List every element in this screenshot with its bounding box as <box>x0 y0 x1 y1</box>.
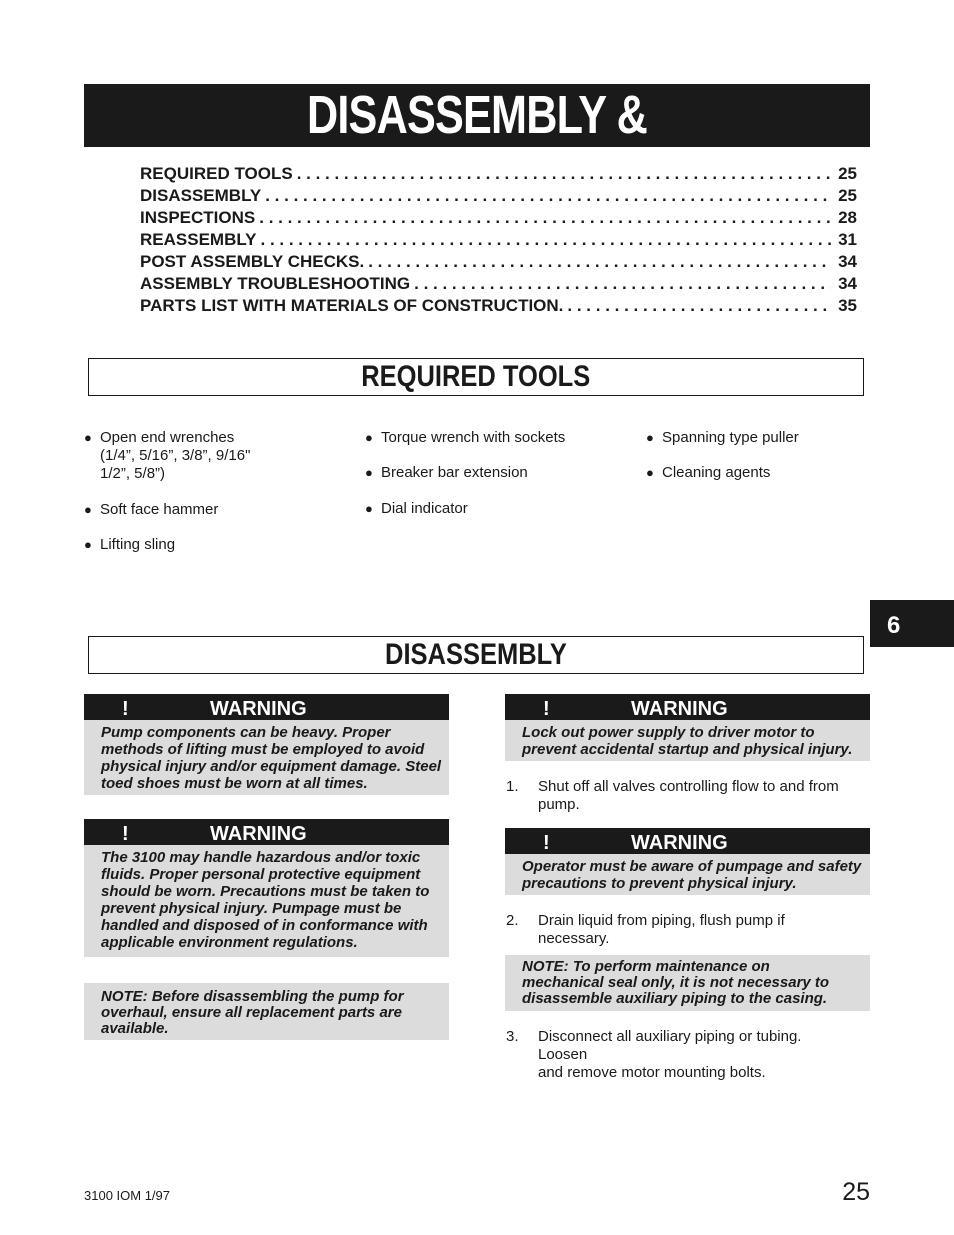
disassembly-heading-box <box>88 636 864 674</box>
note-text: NOTE: Before disassembling the pump for overhaul, ensure all replacement parts are available. <box>101 988 404 1037</box>
warning-header <box>84 819 449 845</box>
warning-header <box>84 694 449 720</box>
toc-label: DISASSEMBLY <box>140 186 262 205</box>
warning-text: Operator must be aware of pumpage and safety precautions to prevent physical injury. <box>522 858 862 892</box>
toc-label: PARTS LIST WITH MATERIALS OF CONSTRUCTION. <box>140 296 564 315</box>
toc-page: 31 <box>838 230 857 249</box>
step-item <box>506 912 870 948</box>
tool-item <box>365 464 625 482</box>
warning-box <box>84 819 449 957</box>
step-text: Disconnect all auxiliary piping or tubing. Loosen and remove motor mounting bolts. <box>538 1028 802 1081</box>
toc-entry[interactable] <box>140 208 857 230</box>
tool-item <box>84 429 334 483</box>
tool-label: Soft face hammer <box>100 501 219 518</box>
step-number: 2. <box>506 912 519 929</box>
warning-header <box>505 828 870 854</box>
tool-label: Open end wrenches (1/4”, 5/16”, 3/8”, 9/16" 1/2”, 5/8”) <box>100 429 251 482</box>
document-id: 3100 IOM 1/97 <box>84 1188 170 1203</box>
tool-item <box>646 464 866 482</box>
tool-label: Breaker bar extension <box>381 464 528 481</box>
toc-leader <box>261 230 831 250</box>
step-item <box>506 778 870 814</box>
bullet-icon: ● <box>365 465 373 480</box>
warning-box <box>84 694 449 795</box>
toc-label: ASSEMBLY TROUBLESHOOTING <box>140 274 411 293</box>
warning-icon: ! <box>122 823 129 845</box>
toc-page: 28 <box>838 208 857 227</box>
required-tools-heading-box <box>88 358 864 396</box>
toc-label: INSPECTIONS <box>140 208 256 227</box>
tool-item <box>646 429 866 447</box>
tool-item <box>365 429 625 447</box>
bullet-icon: ● <box>646 430 654 445</box>
tool-label: Lifting sling <box>100 536 176 553</box>
tool-item <box>365 500 625 518</box>
toc-label: POST ASSEMBLY CHECKS. <box>140 252 365 271</box>
warning-icon: ! <box>122 698 129 720</box>
warning-box <box>505 694 870 761</box>
disassembly-heading: DISASSEMBLY <box>385 638 567 671</box>
table-of-contents <box>140 164 857 318</box>
bullet-icon: ● <box>365 430 373 445</box>
warning-text: The 3100 may handle hazardous and/or toxic fluids. Proper personal protective equipment should be worn. Precautions must be taken to prevent physical injury. Pumpage must be handled and disposed of in conformance with applicable environment regulations. <box>101 849 430 951</box>
toc-entry[interactable] <box>140 274 857 296</box>
bullet-icon: ● <box>646 465 654 480</box>
tool-item <box>84 536 334 554</box>
warning-label: WARNING <box>631 832 728 854</box>
toc-leader <box>368 252 831 272</box>
toc-page: 35 <box>838 296 857 315</box>
page-title: DISASSEMBLY & REASSEMBLY <box>306 85 648 208</box>
tool-item <box>84 501 334 519</box>
warning-label: WARNING <box>631 698 728 720</box>
toc-leader <box>259 208 831 228</box>
toc-entry[interactable] <box>140 164 857 186</box>
toc-leader <box>265 186 831 206</box>
tool-label: Dial indicator <box>381 500 468 517</box>
note-box <box>505 955 870 1011</box>
warning-label: WARNING <box>210 698 307 720</box>
step-item <box>506 1028 870 1082</box>
toc-page: 25 <box>838 164 857 183</box>
bullet-icon: ● <box>365 501 373 516</box>
warning-text: Lock out power supply to driver motor to prevent accidental startup and physical injury. <box>522 724 853 758</box>
note-box <box>84 983 449 1040</box>
toc-label: REQUIRED TOOLS <box>140 164 293 183</box>
note-text: NOTE: To perform maintenance on mechanical seal only, it is not necessary to disassemble auxiliary piping to the casing. <box>522 958 830 1007</box>
tool-label: Spanning type puller <box>662 429 799 446</box>
toc-page: 34 <box>838 252 857 271</box>
toc-entry[interactable] <box>140 186 857 208</box>
chapter-tab: 6 <box>870 600 954 647</box>
toc-leader <box>567 296 831 316</box>
toc-entry[interactable] <box>140 230 857 252</box>
step-number: 3. <box>506 1028 519 1045</box>
toc-leader <box>297 164 831 184</box>
tool-label: Torque wrench with sockets <box>381 429 566 446</box>
required-tools-heading: REQUIRED TOOLS <box>361 360 591 393</box>
toc-page: 34 <box>838 274 857 293</box>
warning-icon: ! <box>543 832 550 854</box>
step-text: Drain liquid from piping, flush pump if necessary. <box>538 912 785 947</box>
bullet-icon: ● <box>84 502 92 517</box>
toc-label: REASSEMBLY <box>140 230 257 249</box>
warning-text: Pump components can be heavy. Proper methods of lifting must be employed to avoid physical injury and/or equipment damage. Steel toed shoes must be worn at all times. <box>101 724 442 792</box>
step-number: 1. <box>506 778 519 795</box>
toc-entry[interactable] <box>140 296 857 318</box>
warning-header <box>505 694 870 720</box>
warning-icon: ! <box>543 698 550 720</box>
warning-label: WARNING <box>210 823 307 845</box>
toc-page: 25 <box>838 186 857 205</box>
warning-box <box>505 828 870 895</box>
toc-leader <box>414 274 831 294</box>
bullet-icon: ● <box>84 430 92 445</box>
toc-entry[interactable] <box>140 252 857 274</box>
page-number: 25 <box>842 1178 870 1206</box>
bullet-icon: ● <box>84 537 92 552</box>
step-text: Shut off all valves controlling flow to and from pump. <box>538 778 839 813</box>
tool-label: Cleaning agents <box>662 464 771 481</box>
